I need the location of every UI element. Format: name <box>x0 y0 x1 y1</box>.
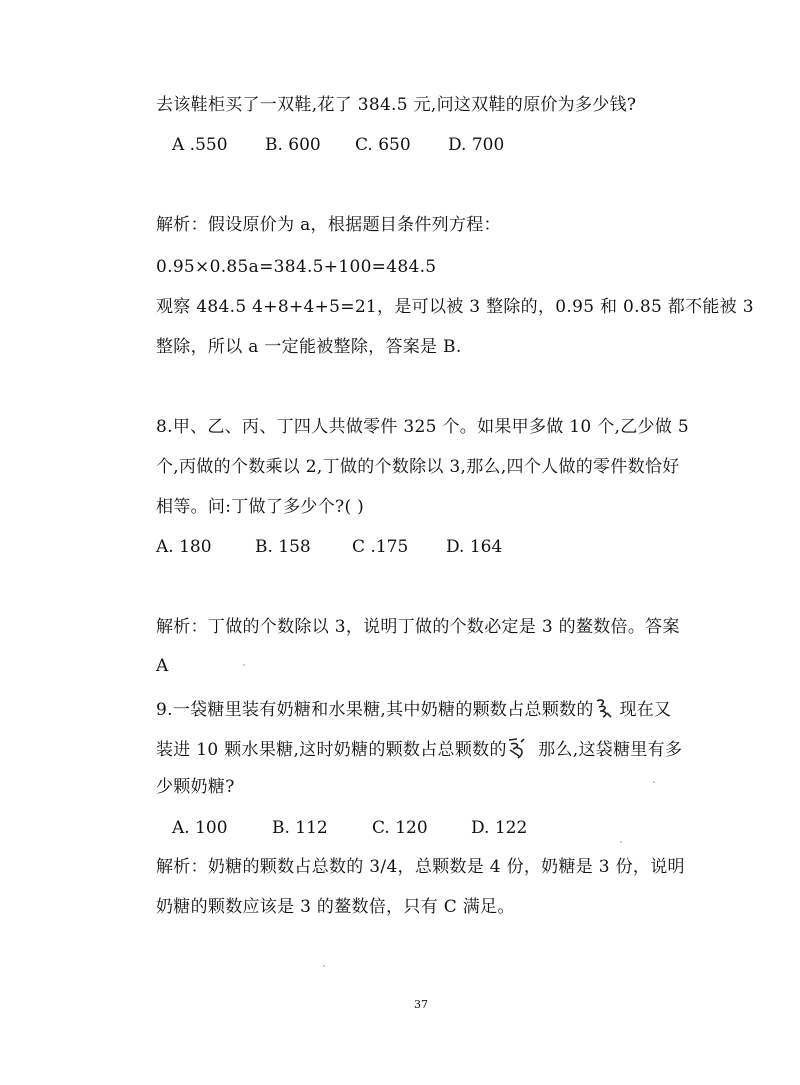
q8-option-b: B. 158 <box>255 537 311 557</box>
handwritten-fraction-mark <box>594 696 614 718</box>
q8-option-a: A. 180 <box>156 537 212 557</box>
q7-option-a: A .550 <box>172 135 228 155</box>
q9-option-c: C. 120 <box>372 818 428 838</box>
q9-option-b: B. 112 <box>272 818 328 838</box>
q7-option-d: D. 700 <box>448 135 505 155</box>
q8-option-d: D. 164 <box>446 537 503 557</box>
q7-analysis-line-1: 解析：假设原价为 a，根据题目条件列方程： <box>156 215 501 235</box>
q9-line-2-text-b: 那么,这袋糖里有多 <box>538 740 683 760</box>
q7-option-c: C. 650 <box>355 135 411 155</box>
scan-speck <box>653 781 655 783</box>
q8-analysis-line-2: A <box>156 656 169 676</box>
scan-speck <box>323 965 325 967</box>
q7-analysis-line-3: 观察 484.5 4+8+4+5=21，是可以被 3 整除的，0.95 和 0.85 都不能被 3 <box>156 297 754 317</box>
q8-option-c: C .175 <box>352 537 409 557</box>
q7-question-tail: 去该鞋柜买了一双鞋,花了 384.5 元,问这双鞋的原价为多少钱? <box>156 95 637 115</box>
q8-question-line-3: 相等。问:丁做了多少个?( ) <box>156 497 365 517</box>
q9-option-a: A. 100 <box>172 818 228 838</box>
q9-analysis-line-1: 解析：奶糖的颗数占总数的 3/4，总颗数是 4 份，奶糖是 3 份，说明 <box>156 857 685 877</box>
q7-analysis-line-4: 整除，所以 a 一定能被整除，答案是 B. <box>156 337 462 357</box>
q7-option-b: B. 600 <box>265 135 321 155</box>
q9-line-2-text-a: 装进 10 颗水果糖,这时奶糖的颗数占总颗数的 <box>156 740 507 760</box>
page-number: 37 <box>414 998 428 1011</box>
q8-question-line-1: 8.甲、乙、丙、丁四人共做零件 325 个。如果甲多做 10 个,乙少做 5 <box>156 417 689 437</box>
handwritten-fraction-mark <box>507 736 527 758</box>
q9-line-1-text-a: 9.一袋糖里装有奶糖和水果糖,其中奶糖的颗数占总颗数的 <box>156 700 594 720</box>
q8-analysis-line-1: 解析：丁做的个数除以 3，说明丁做的个数必定是 3 的鳌数倍。答案 <box>156 617 680 637</box>
q8-question-line-2: 个,丙做的个数乘以 2,丁做的个数除以 3,那么,四个人做的零件数恰好 <box>156 457 680 477</box>
scan-speck <box>620 841 622 843</box>
q9-question-line-3: 少颗奶糖? <box>156 777 235 797</box>
q9-line-1-text-b: 现在又 <box>619 700 672 720</box>
q9-question-line-2 <box>156 736 682 761</box>
q9-analysis-line-2: 奶糖的颗数应该是 3 的鳌数倍，只有 C 满足。 <box>156 897 515 917</box>
q7-analysis-line-2: 0.95×0.85a=384.5+100=484.5 <box>156 257 437 277</box>
scan-speck <box>243 664 245 666</box>
q9-question-line-1 <box>156 696 671 721</box>
q9-option-d: D. 122 <box>471 818 528 838</box>
